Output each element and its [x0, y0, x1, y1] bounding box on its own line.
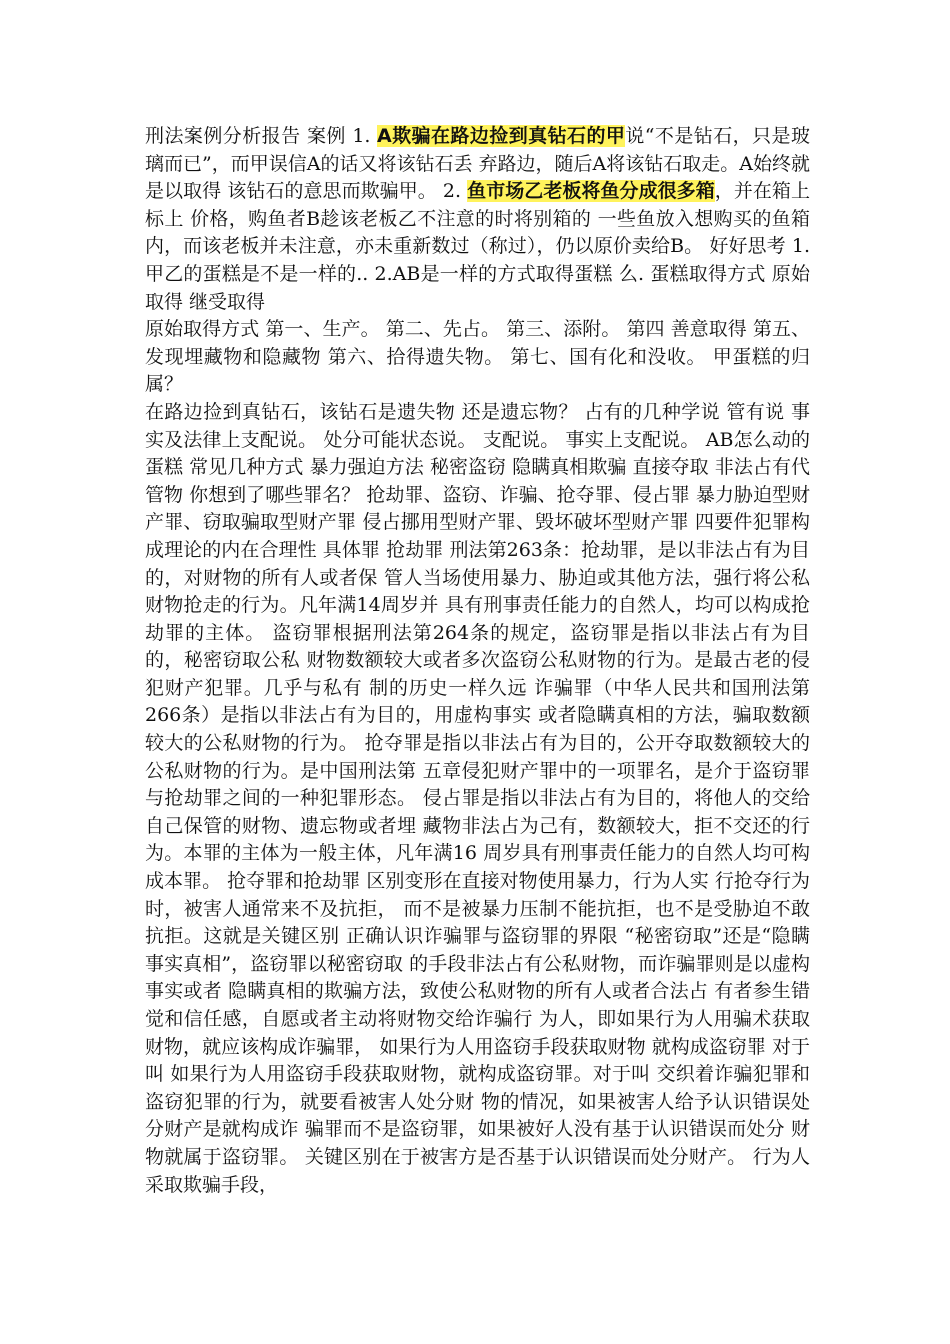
- paragraph-analysis: 在路边捡到真钻石，该钻石是遗失物 还是遗忘物？ 占有的几种学说 管有说 事实及法律上支配说。 处分可能状态说。 支配说。 事实上支配说。 AB怎么动的蛋糕 常见几种方式 暴力强迫方法 秘密盗窃 隐瞒真相欺骗 直接夺取 非法占有代管物 你想到了哪些罪名？ 抢劫罪、盗窃、诈骗、抢夺罪、侵占罪 暴力胁迫型财产罪、窃取骗取型财产罪 侵占挪用型财产罪、毁坏破坏型财产罪 四要件犯罪构成理论的内在合理性 具体罪 抢劫罪 刑法第263条：抢劫罪，是以非法占有为目的，对财物的所有人或者保 管人当场使用暴力、胁迫或其他方法，强行将公私财物抢走的行为。凡年满14周岁并 具有刑事责任能力的自然人，均可以构成抢劫罪的主体。 盗窃罪根据刑法第264条的规定，盗窃罪是指以非法占有为目的，秘密窃取公私 财物数额较大或者多次盗窃公私财物的行为。是最古老的侵犯财产犯罪。几乎与私有 制的历史一样久远 诈骗罪（中华人民共和国刑法第266条）是指以非法占有为目的，用虚构事实 或者隐瞒真相的方法，骗取数额较大的公私财物的行为。 抢夺罪是指以非法占有为目的，公开夺取数额较大的公私财物的行为。是中国刑法第 五章侵犯财产罪中的一项罪名，是介于盗窃罪与抢劫罪之间的一种犯罪形态。 侵占罪是指以非法占有为目的，将他人的交给自己保管的财物、遗忘物或者埋 藏物非法占为己有，数额较大，拒不交还的行为。本罪的主体为一般主体，凡年满16 周岁具有刑事责任能力的自然人均可构成本罪。 抢夺罪和抢劫罪 区别变形在直接对物使用暴力，行为人实 行抢夺行为时，被害人通常来不及抗拒， 而不是被暴力压制不能抗拒，也不是受胁迫不敢抗拒。这就是关键区别 正确认识诈骗罪与盗窃罪的界限 “秘密窃取”还是“隐瞒事实真相”，盗窃罪以秘密窃取 的手段非法占有公私财物，而诈骗罪则是以虚构事实或者 隐瞒真相的欺骗方法，致使公私财物的所有人或者合法占 有者参生错觉和信任感，自愿或者主动将财物交给诈骗行 为人，即如果行为人用骗术获取财物，就应该构成诈骗罪， 如果行为人用盗窃手段获取财物 就构成盗窃罪 对于叫 如果行为人用盗窃手段获取财物，就构成盗窃罪。对于叫 交织着诈骗犯罪和盗窃犯罪的行为，就要看被害人处分财 物的情况，如果被害人给予认识错误处分财产是就构成诈 骗罪而不是盗窃罪，如果被好人没有基于认识错误而处分 财物就属于盗窃罪。 关键区别在于被害方是否基于认识错误而处分财产。 行为人采取欺骗手段，: [145, 400, 810, 1196]
- text-run: 说“不是钻石，只是玻璃而已”，而甲误信A的话又将该钻石丢 弃路边，随后A将该钻石取走。A始终就是以取得 该钻石的意思而欺骗甲。 2.: [145, 125, 810, 203]
- highlighted-text: A欺骗在路边捡到真钻石的甲: [376, 125, 626, 147]
- document-body: [145, 123, 810, 1199]
- paragraph-acquisition-methods: 原始取得方式 第一、生产。 第二、先占。 第三、添附。 第四 善意取得 第五、发现埋藏物和隐藏物 第六、拾得遗失物。 第七、国有化和没收。 甲蛋糕的归属？: [145, 318, 810, 396]
- paragraph-case-intro: [145, 123, 810, 316]
- highlighted-text: 鱼市场乙老板将鱼分成很多箱: [467, 180, 715, 203]
- text-run: ，并在箱上标上 价格，购鱼者B趁该老板乙不注意的时将别箱的 一些鱼放入想购买的鱼箱内，而该老板并未注意，亦未重新数过（称过），仍以原价卖给B。 好好思考 1. 甲乙的蛋糕是不是一样的.. 2.AB是一样的方式取得蛋糕 么. 蛋糕取得方式 原始取得 继受取得: [145, 180, 810, 313]
- text-run: 刑法案例分析报告 案例 1.: [145, 125, 377, 147]
